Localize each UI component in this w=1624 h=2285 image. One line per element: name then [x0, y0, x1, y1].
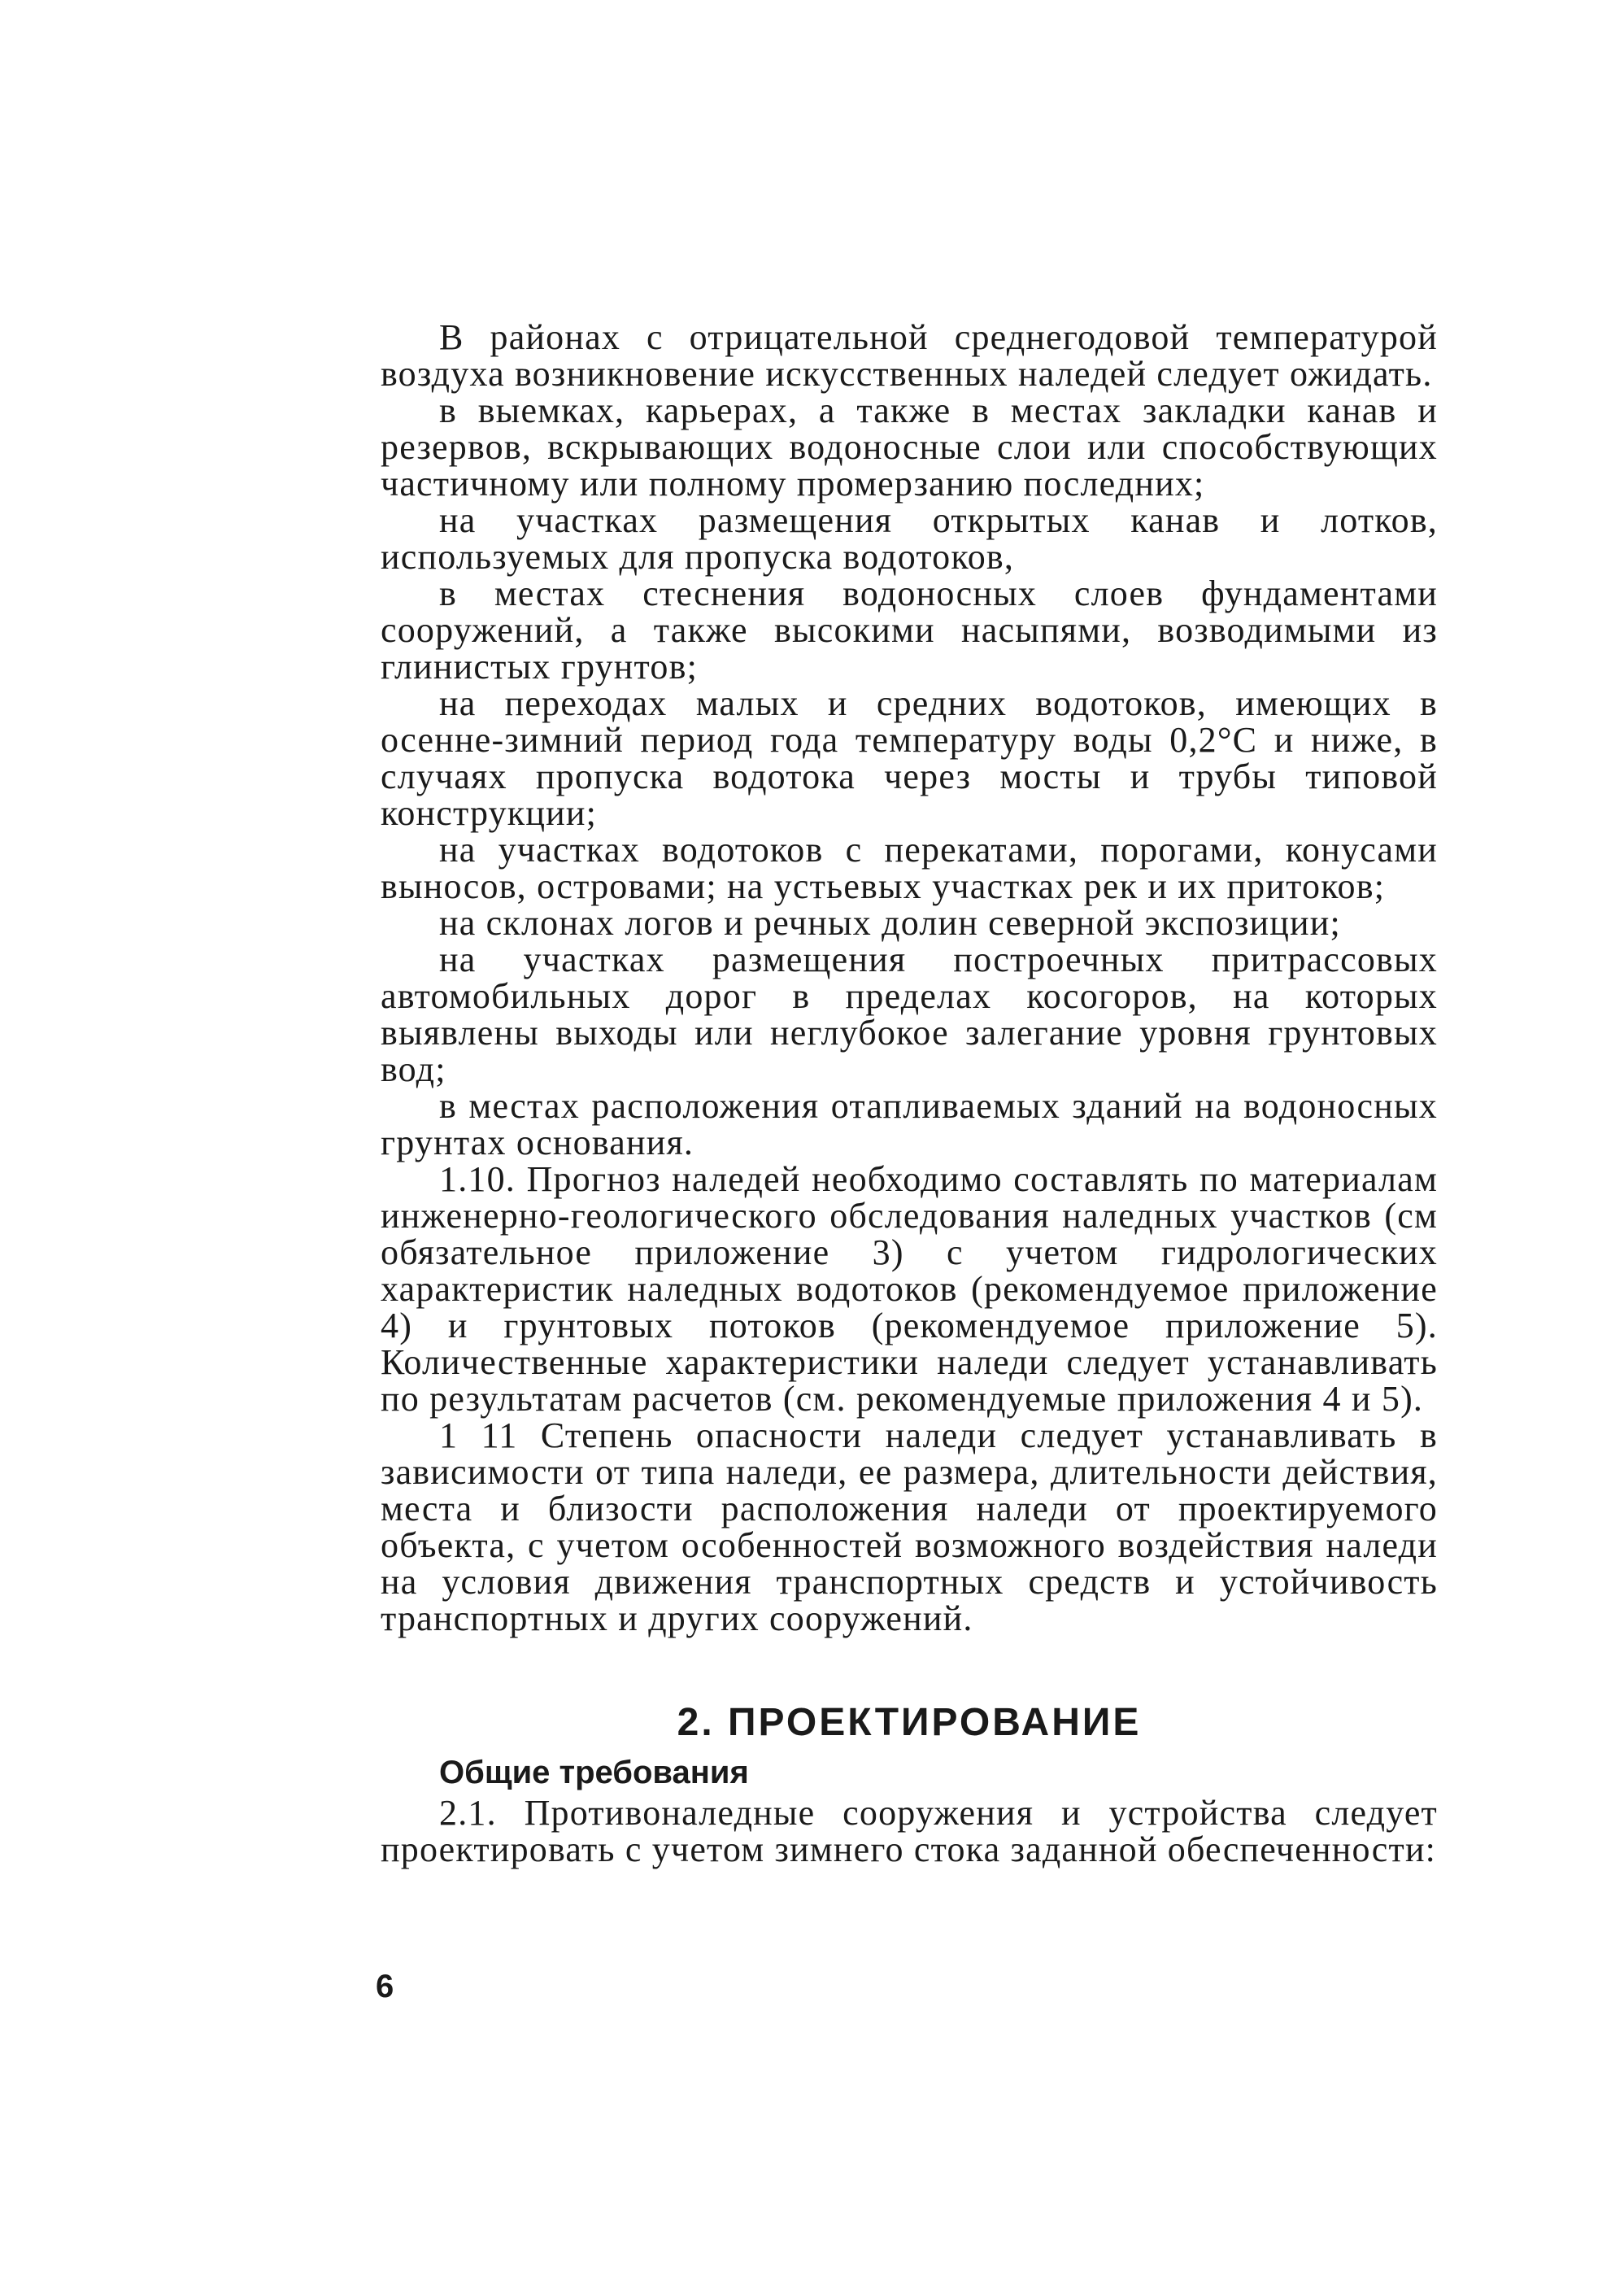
body-text	[381, 319, 1438, 1637]
list-item: в местах стеснения водоносных слоев фундаментами сооружений, а также высокими насыпями, возводимыми из глинистых грунтов;	[381, 573, 1438, 687]
list-item: на участках водотоков с перекатами, порогами, конусами выносов, островами; на устьевых участках рек и их притоков;	[381, 830, 1438, 906]
intro-paragraph: В районах с отрицательной среднегодовой температурой воздуха возникновение искусственных наледей следует ожидать.	[381, 317, 1438, 394]
section-subtitle: Общие требования	[439, 1755, 749, 1790]
list-item: на склонах логов и речных долин северной экспозиции;	[439, 903, 1341, 943]
clause-1-10: 1.10. Прогноз наледей необходимо составлять по материалам инженерно-геологического обследования наледных участков (см обязательное приложение 3) с учетом гидрологических характеристик наледных водотоков (рекомендуемое приложение 4) и грунтовых потоков (рекомендуемое приложение 5). Количественные характеристики наледи следует устанавливать по результатам расчетов (см. рекомендуемые приложения 4 и 5).	[381, 1159, 1438, 1419]
list-item: на участках размещения построечных притрассовых автомобильных дорог в пределах косогоров, на которых выявлены выходы или неглубокое залегание уровня грунтовых вод;	[381, 940, 1438, 1089]
page-number: 6	[376, 1969, 394, 2004]
list-item: на переходах малых и средних водотоков, имеющих в осенне-зимний период года температуру воды 0,2°С и ниже, в случаях пропуска водотока через мосты и трубы типовой конструкции;	[381, 683, 1438, 833]
list-item: на участках размещения открытых канав и лотков, используемых для пропуска водотоков,	[381, 500, 1438, 577]
list-item: в выемках, карьерах, а также в местах закладки канав и резервов, вскрывающих водоносные слои или способствующих частичному или полному промерзанию последних;	[381, 390, 1438, 504]
document-page	[381, 319, 1438, 1868]
section-body	[381, 1794, 1438, 1868]
section-title: 2. ПРОЕКТИРОВАНИЕ	[677, 1701, 1142, 1744]
clause-1-11: 1 11 Степень опасности наледи следует устанавливать в зависимости от типа наледи, ее размера, длительности действия, места и близости расположения наледи от проектируемого объекта, с учетом особенностей возможного воздействия наледи на условия движения транспортных средств и устойчивость транспортных и других сооружений.	[381, 1415, 1438, 1638]
clause-2-1: 2.1. Противоналедные сооружения и устройства следует проектировать с учетом зимнего стока заданной обеспеченности:	[381, 1793, 1438, 1869]
list-item: в местах расположения отапливаемых зданий на водоносных грунтах основания.	[381, 1086, 1438, 1162]
